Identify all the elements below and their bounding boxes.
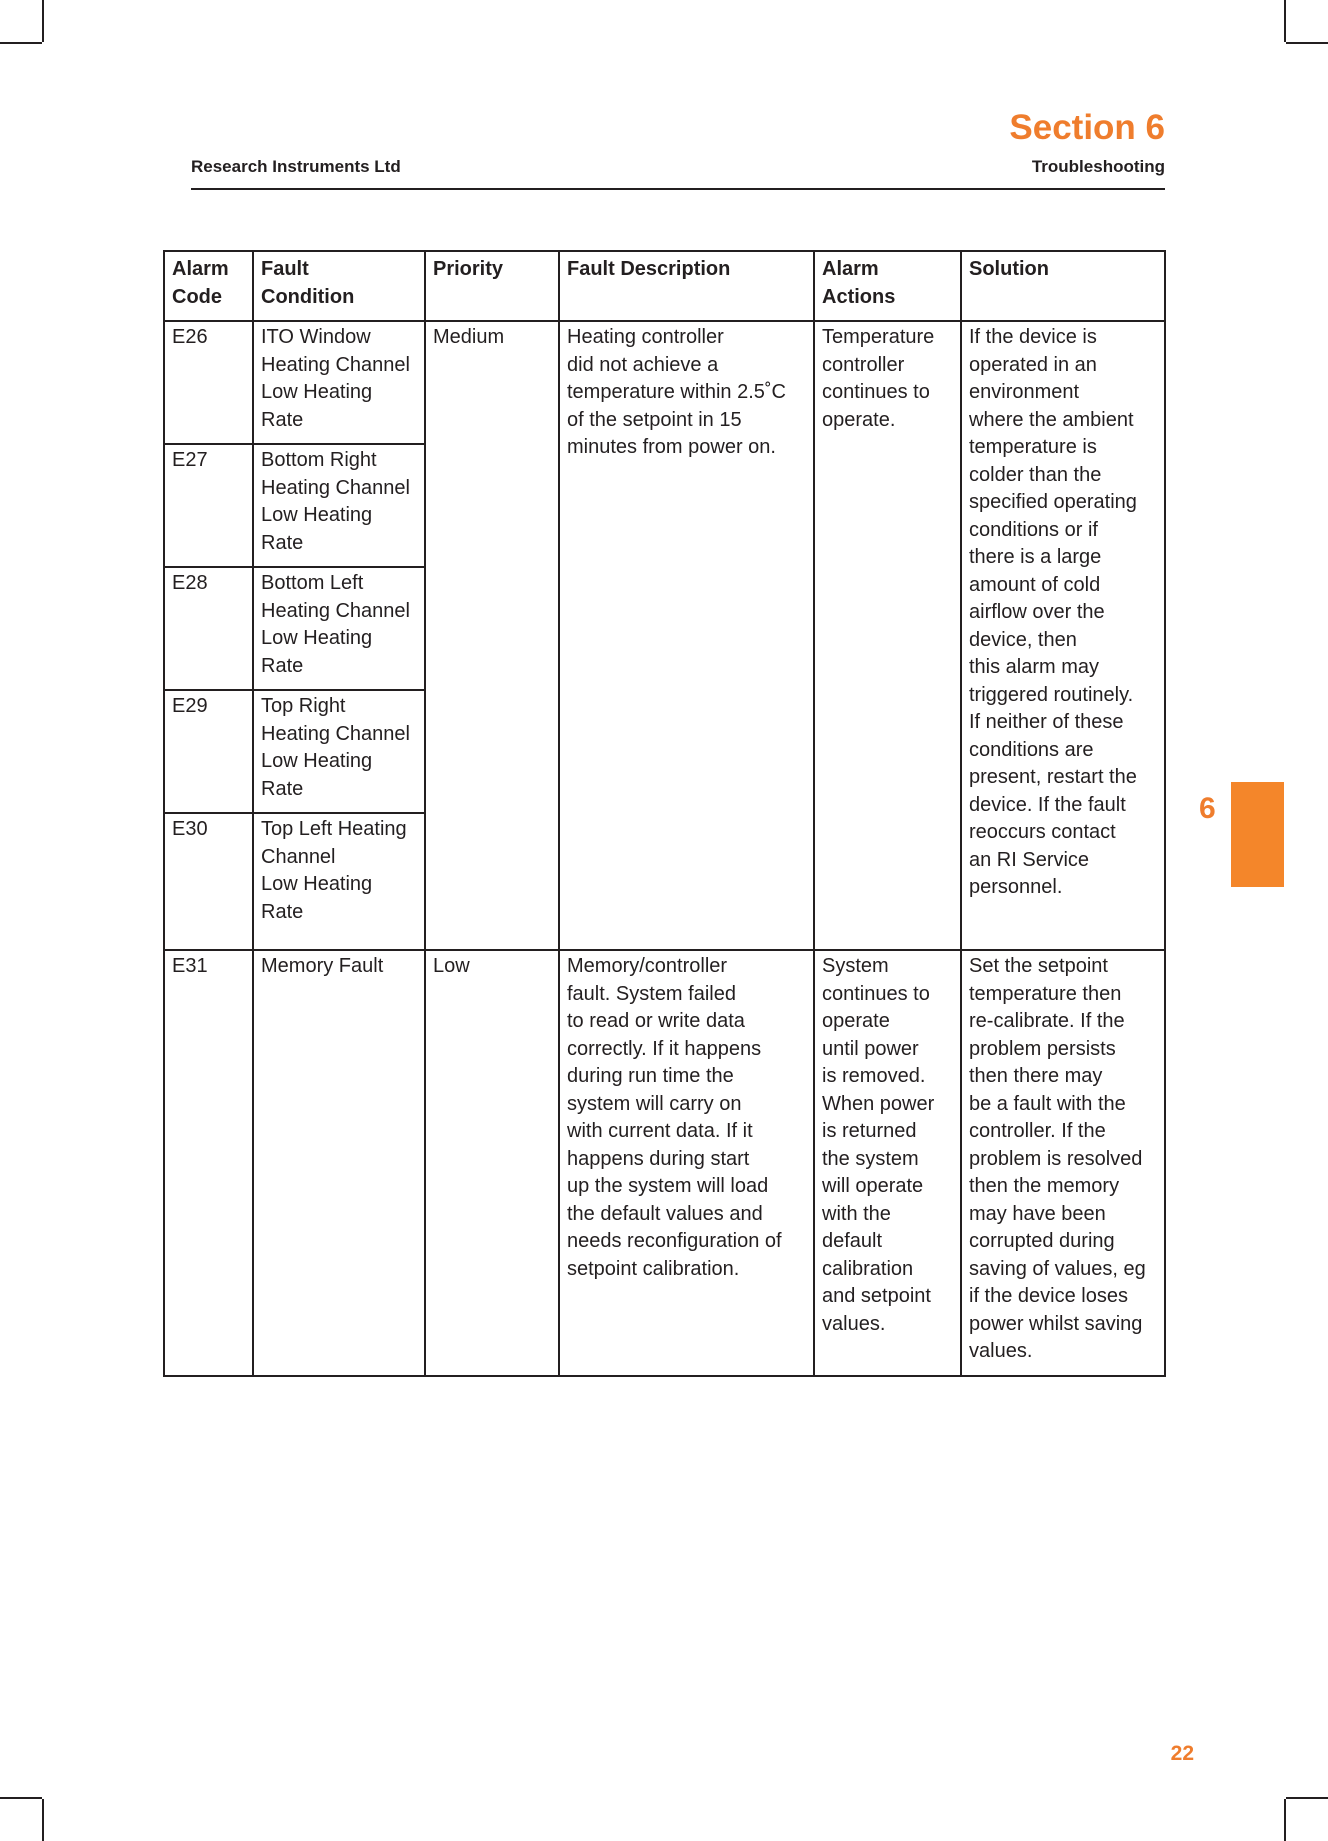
fault-condition: Bottom Left Heating Channel Low Heating Rate bbox=[253, 567, 425, 690]
solution: Set the setpoint temperature then re-calibrate. If the problem persists then there may be a fault with the controller. If the problem is resolved then the memory may have been corrupted during saving of values, eg if the device loses power whilst saving values. bbox=[961, 950, 1165, 1376]
fault-condition: Top Left Heating Channel Low Heating Rate bbox=[253, 813, 425, 950]
side-tab-marker bbox=[1231, 782, 1284, 887]
crop-mark-top-right-v bbox=[1284, 0, 1286, 42]
fault-condition: ITO Window Heating Channel Low Heating Rate bbox=[253, 321, 425, 444]
crop-mark-bottom-right-h bbox=[1286, 1797, 1328, 1799]
company-name: Research Instruments Ltd bbox=[191, 157, 401, 176]
table-row bbox=[164, 321, 1165, 444]
fault-condition: Memory Fault bbox=[253, 950, 425, 1376]
crop-mark-top-left-v bbox=[42, 0, 44, 42]
priority: Medium bbox=[425, 321, 559, 950]
crop-mark-bottom-left-h bbox=[0, 1797, 42, 1799]
alarm-code: E26 bbox=[164, 321, 253, 444]
solution: If the device is operated in an environment where the ambient temperature is colder than the specified operating conditions or if there is a large amount of cold airflow over the device, then this alarm may triggered routinely. If neither of these conditions are present, restart the device. If the fault reoccurs contact an RI Service personnel. bbox=[961, 321, 1165, 950]
section-title: Section 6 bbox=[1009, 108, 1165, 147]
alarm-actions: Temperature controller continues to operate. bbox=[814, 321, 961, 950]
subsection-title: Troubleshooting bbox=[1031, 157, 1165, 176]
header-divider bbox=[191, 188, 1165, 190]
crop-mark-top-right-h bbox=[1286, 42, 1328, 44]
alarm-code: E27 bbox=[164, 444, 253, 567]
alarm-actions: System continues to operate until power is removed. When power is returned the system will operate with the default calibration and setpoint values. bbox=[814, 950, 961, 1376]
fault-description: Heating controller did not achieve a temperature within 2.5˚C of the setpoint in 15 minutes from power on. bbox=[559, 321, 814, 950]
priority: Low bbox=[425, 950, 559, 1376]
column-header: Alarm Actions bbox=[814, 251, 961, 321]
crop-mark-top-left-h bbox=[0, 42, 42, 44]
alarm-code: E31 bbox=[164, 950, 253, 1376]
crop-mark-bottom-right-v bbox=[1284, 1799, 1286, 1841]
column-header: Alarm Code bbox=[164, 251, 253, 321]
column-header: Fault Condition bbox=[253, 251, 425, 321]
alarm-code: E29 bbox=[164, 690, 253, 813]
crop-mark-bottom-left-v bbox=[42, 1799, 44, 1841]
fault-condition: Top Right Heating Channel Low Heating Rate bbox=[253, 690, 425, 813]
fault-condition: Bottom Right Heating Channel Low Heating Rate bbox=[253, 444, 425, 567]
table-header-row bbox=[164, 251, 1165, 321]
alarm-code: E28 bbox=[164, 567, 253, 690]
table-row bbox=[164, 950, 1165, 1376]
alarm-code: E30 bbox=[164, 813, 253, 950]
column-header: Solution bbox=[961, 251, 1165, 321]
page-number: 22 bbox=[1170, 1742, 1194, 1765]
fault-description: Memory/controller fault. System failed to read or write data correctly. If it happens during run time the system will carry on with current data. If it happens during start up the system will load the default values and needs reconfiguration of setpoint calibration. bbox=[559, 950, 814, 1376]
column-header: Fault Description bbox=[559, 251, 814, 321]
alarm-table bbox=[163, 250, 1166, 1377]
column-header: Priority bbox=[425, 251, 559, 321]
side-tab-number: 6 bbox=[1199, 792, 1216, 825]
